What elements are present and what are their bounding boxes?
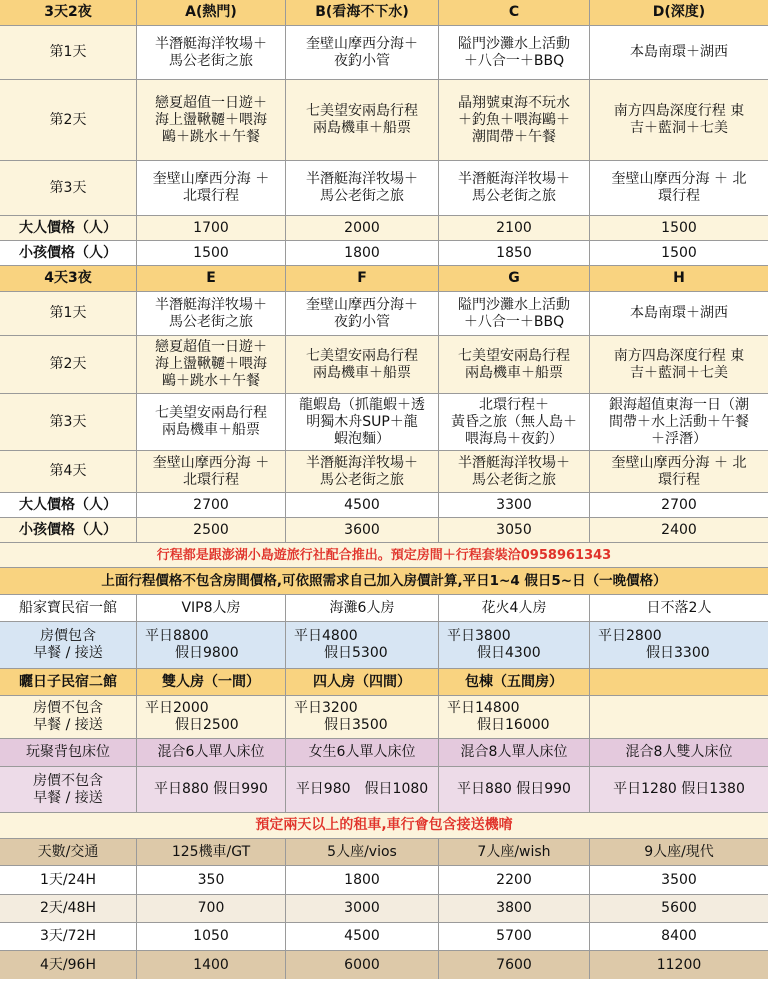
inn1-name: 船家寶民宿一館 [0, 595, 137, 621]
t1-header-row [0, 0, 768, 26]
t1-day-row [0, 161, 768, 216]
rental-price: 3500 [661, 871, 697, 888]
room-type [590, 669, 768, 695]
itinerary-cell: 晶翔號東海不玩水 ＋釣魚＋喂海鷗＋ 潮間帶＋午餐 [439, 80, 590, 160]
inn2-header-row [0, 669, 768, 696]
rental-duration: 2天/48H [0, 895, 137, 922]
empty-cell [590, 696, 768, 738]
weekend-price: 假日5300 [324, 645, 388, 661]
t2-day-row [0, 394, 768, 451]
itinerary-cell: 七美望安兩島行程 兩島機車＋船票 [137, 394, 286, 450]
room-type: 包棟（五間房） [439, 669, 590, 695]
itinerary-cell: 龍蝦島（抓龍蝦＋透 明獨木舟SUP＋龍 蝦泡麵） [286, 394, 439, 450]
rental-price: 1800 [286, 866, 439, 894]
t2-header-cell: 4天3夜 [0, 266, 137, 291]
rental-row [0, 951, 768, 979]
rental-duration: 1天/24H [0, 866, 137, 894]
price-value: 1500 [137, 241, 286, 265]
room-type: 日不落2人 [646, 599, 712, 616]
itinerary-cell: 北環行程＋ 黃昏之旅（無人島＋ 喂海鳥＋夜釣） [439, 394, 590, 450]
t1-header-cell: B(看海不下水) [286, 0, 439, 25]
t1-adult-price-row [0, 216, 768, 241]
itinerary-cell: 南方四島深度行程 東 吉＋藍洞＋七美 [613, 103, 745, 136]
t1-day-row [0, 80, 768, 161]
room-type: VIP8人房 [137, 595, 286, 621]
rental-price: 1050 [137, 923, 286, 950]
day-label: 第3天 [0, 394, 137, 450]
t2-adult-price-row [0, 493, 768, 518]
hostel-header-row [0, 739, 768, 767]
bed-type: 混合8人雙人床位 [625, 744, 733, 760]
rental-notice-row [0, 813, 768, 839]
day-label: 第3天 [0, 161, 137, 215]
itinerary-cell: 奎壁山摩西分海＋ 夜釣小管 [286, 292, 439, 335]
inn2-excludes-label: 房價不包含 早餐 / 接送 [0, 696, 137, 738]
price-value: 3600 [286, 518, 439, 542]
room-price [439, 622, 590, 668]
price-label: 大人價格（人） [0, 216, 137, 240]
itinerary-cell: 本島南環＋湖西 [630, 305, 728, 321]
bed-price: 平日880 假日990 [439, 767, 590, 812]
itinerary-cell: 半潛艇海洋牧場＋ 馬公老街之旅 [286, 161, 439, 215]
price-value: 1500 [661, 219, 697, 236]
room-price [439, 696, 590, 738]
price-value: 2500 [137, 518, 286, 542]
hostel-excludes-label: 房價不包含 早餐 / 接送 [0, 767, 137, 812]
weekend-price: 假日4300 [477, 645, 541, 661]
itinerary-cell: 奎壁山摩西分海 ＋ 北環行程 [137, 451, 286, 492]
day-label: 第2天 [0, 336, 137, 393]
itinerary-cell: 七美望安兩島行程 兩島機車＋船票 [286, 80, 439, 160]
rental-duration: 4天/96H [0, 951, 137, 979]
t2-child-price-row [0, 518, 768, 543]
itinerary-cell: 半潛艇海洋牧場＋ 馬公老街之旅 [137, 26, 286, 79]
t2-day-row [0, 336, 768, 394]
itinerary-cell: 半潛艇海洋牧場＋ 馬公老街之旅 [439, 451, 590, 492]
price-value: 1500 [661, 244, 697, 261]
weekend-price: 假日9800 [175, 645, 239, 661]
package-notice-row [0, 543, 768, 568]
weekday-price: 平日14800 [447, 700, 520, 716]
rental-price: 3800 [439, 895, 590, 922]
rental-duration: 3天/72H [0, 923, 137, 950]
itinerary-cell: 戀夏超值一日遊＋ 海上盪鞦韆＋喂海 鷗＋跳水＋午餐 [137, 336, 286, 393]
weekend-price: 假日3300 [646, 645, 710, 661]
itinerary-cell: 半潛艇海洋牧場＋ 馬公老街之旅 [137, 292, 286, 335]
bed-type: 混合8人單人床位 [439, 739, 590, 766]
rental-header-cell: 天數/交通 [0, 839, 137, 865]
itinerary-cell: 銀海超值東海一日（潮 間帶＋水上活動＋午餐 ＋浮潛） [609, 396, 749, 447]
price-value: 3300 [439, 493, 590, 517]
room-type: 四人房（四間） [286, 669, 439, 695]
t2-header-cell: E [137, 266, 286, 291]
bed-type: 混合6人單人床位 [137, 739, 286, 766]
price-value: 1800 [286, 241, 439, 265]
rental-price: 7600 [439, 951, 590, 979]
itinerary-cell: 奎壁山摩西分海 ＋ 北 環行程 [611, 454, 747, 488]
t2-header-cell: F [286, 266, 439, 291]
bed-price: 平日980 假日1080 [286, 767, 439, 812]
rental-header-cell: 125機車/GT [137, 839, 286, 865]
room-price [137, 622, 286, 668]
room-type: 雙人房（一間） [137, 669, 286, 695]
weekend-price: 假日16000 [477, 717, 550, 733]
rental-row [0, 866, 768, 895]
weekend-price: 假日2500 [175, 717, 239, 733]
room-price [286, 696, 439, 738]
rental-notice: 預定兩天以上的租車,車行會包含接送機唷 [255, 817, 513, 833]
room-price [590, 622, 768, 668]
t1-header-cell: D(深度) [652, 4, 706, 20]
room-price [286, 622, 439, 668]
t1-day-row [0, 26, 768, 80]
price-label: 小孩價格（人） [0, 518, 137, 542]
rental-row [0, 895, 768, 923]
itinerary-cell: 奎壁山摩西分海＋ 夜釣小管 [286, 26, 439, 79]
itinerary-cell: 奎壁山摩西分海 ＋ 北環行程 [137, 161, 286, 215]
weekend-price: 假日3500 [324, 717, 388, 733]
rental-price: 6000 [286, 951, 439, 979]
rental-price: 4500 [286, 923, 439, 950]
day-label: 第2天 [0, 80, 137, 160]
t2-header-cell: G [439, 266, 590, 291]
price-value: 3050 [439, 518, 590, 542]
itinerary-cell: 隘門沙灘水上活動 ＋八合一＋BBQ [439, 26, 590, 79]
room-price [137, 696, 286, 738]
price-value: 1850 [439, 241, 590, 265]
price-value: 4500 [286, 493, 439, 517]
rooms-title-row [0, 568, 768, 595]
rental-price: 350 [137, 866, 286, 894]
day-label: 第1天 [0, 292, 137, 335]
rental-header-cell: 7人座/wish [439, 839, 590, 865]
itinerary-cell: 戀夏超值一日遊＋ 海上盪鞦韆＋喂海 鷗＋跳水＋午餐 [137, 80, 286, 160]
itinerary-cell: 七美望安兩島行程 兩島機車＋船票 [439, 336, 590, 393]
inn2-price-row [0, 696, 768, 739]
t2-header-row [0, 266, 768, 292]
price-value: 1700 [137, 216, 286, 240]
t2-day-row [0, 451, 768, 493]
room-type: 花火4人房 [439, 595, 590, 621]
inn1-header-row [0, 595, 768, 622]
bed-price: 平日1280 假日1380 [613, 781, 745, 797]
rental-header-cell: 5人座/vios [286, 839, 439, 865]
itinerary-cell: 奎壁山摩西分海 ＋ 北 環行程 [611, 171, 747, 204]
hostel-price-row [0, 767, 768, 813]
itinerary-cell: 本島南環＋湖西 [630, 44, 728, 60]
rental-price: 5700 [439, 923, 590, 950]
hostel-name: 玩聚背包床位 [0, 739, 137, 766]
itinerary-cell: 南方四島深度行程 東 吉＋藍洞＋七美 [613, 347, 745, 381]
day-label: 第4天 [0, 451, 137, 492]
price-value: 2700 [661, 496, 697, 513]
rental-price: 2200 [439, 866, 590, 894]
room-type: 海灘6人房 [286, 595, 439, 621]
inn1-includes-label: 房價包含 早餐 / 接送 [0, 622, 137, 668]
weekday-price: 平日4800 [294, 628, 358, 644]
rental-header-cell: 9人座/現代 [644, 843, 714, 860]
inn1-price-row [0, 622, 768, 669]
bed-type: 女生6人單人床位 [286, 739, 439, 766]
t1-header-cell: C [439, 0, 590, 25]
itinerary-cell: 半潛艇海洋牧場＋ 馬公老街之旅 [439, 161, 590, 215]
price-value: 2000 [286, 216, 439, 240]
itinerary-cell: 七美望安兩島行程 兩島機車＋船票 [286, 336, 439, 393]
rental-price: 700 [137, 895, 286, 922]
t1-header-cell: A(熱門) [137, 0, 286, 25]
rental-price: 1400 [137, 951, 286, 979]
rental-price: 3000 [286, 895, 439, 922]
t1-header-cell: 3天2夜 [0, 0, 137, 25]
weekday-price: 平日3200 [294, 700, 358, 716]
itinerary-cell: 半潛艇海洋牧場＋ 馬公老街之旅 [286, 451, 439, 492]
t2-day-row [0, 292, 768, 336]
weekday-price: 平日8800 [145, 628, 209, 644]
price-value: 2100 [439, 216, 590, 240]
t1-child-price-row [0, 241, 768, 266]
rental-row [0, 923, 768, 951]
package-notice: 行程都是跟澎湖小島遊旅行社配合推出。預定房間＋行程套裝洽0958961343 [156, 547, 612, 563]
itinerary-cell: 隘門沙灘水上活動 ＋八合一＋BBQ [439, 292, 590, 335]
day-label: 第1天 [0, 26, 137, 79]
weekday-price: 平日2800 [598, 628, 662, 644]
rooms-title: 上面行程價格不包含房間價格,可依照需求自己加入房價計算,平日1~4 假日5~日（一晚價格） [101, 572, 667, 589]
rental-price: 11200 [656, 956, 702, 973]
t2-header-cell: H [673, 270, 685, 286]
price-label: 大人價格（人） [0, 493, 137, 517]
price-value: 2700 [137, 493, 286, 517]
rental-price: 8400 [661, 928, 697, 944]
rental-header-row [0, 839, 768, 866]
bed-price: 平日880 假日990 [137, 767, 286, 812]
inn2-name: 曬日子民宿二館 [0, 669, 137, 695]
price-value: 2400 [661, 521, 697, 538]
weekday-price: 平日2000 [145, 700, 209, 716]
weekday-price: 平日3800 [447, 628, 511, 644]
price-label: 小孩價格（人） [0, 241, 137, 265]
rental-price: 5600 [661, 900, 697, 916]
